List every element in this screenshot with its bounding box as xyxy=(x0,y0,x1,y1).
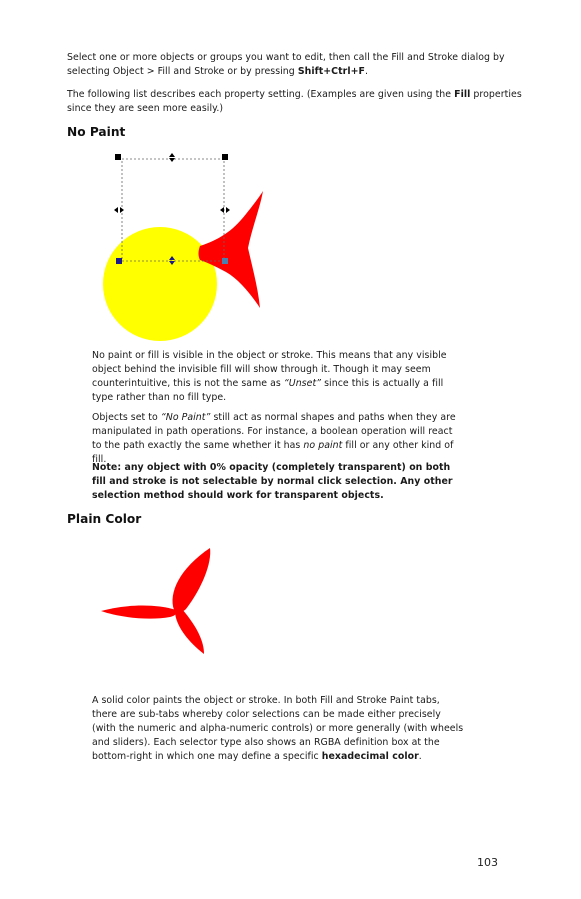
scale-handle-bottom-right xyxy=(222,258,228,264)
intro2-text-end: properties since they are seen more easily.) xyxy=(67,89,522,114)
scale-handle-top-middle xyxy=(169,153,175,162)
plain-color-illustration xyxy=(98,543,223,658)
intro-paragraph-2 xyxy=(67,88,527,116)
unset-emphasis: “Unset” xyxy=(283,378,322,389)
plain-color-text: A solid color paints the object or stroke. In both Fill and Stroke Paint tabs, there are sub-tabs whereby color selections can be made either precisely (with the numeric and alpha-numeric controls) or more generally (with wheels and sliders). Each selector type also shows an RGBA definition box at the bottom-right in which one may define a specific xyxy=(92,695,464,762)
intro-paragraph-1 xyxy=(67,51,527,79)
np2-text-b: still act as normal shapes and paths when they are manipulated in path operations. For instance, a boolean operation will react to the path exactly the same whether it has xyxy=(92,412,456,451)
no-paint-text-end: since this is actually a fill type rather than no fill type. xyxy=(92,378,444,403)
red-propeller xyxy=(101,548,210,654)
fill-bold-text: Fill xyxy=(454,89,471,100)
no-paint-note: Note: any object with 0% opacity (completely transparent) on both fill and stroke is not selectable by normal click selection. Any other selection method should work for transparent objects. xyxy=(92,462,453,501)
no-paint-emphasis: “No Paint” xyxy=(160,412,211,423)
scale-handle-bottom-left xyxy=(116,258,122,264)
no-paint-emphasis-2: no paint xyxy=(303,440,343,451)
scale-handle-right-middle xyxy=(220,207,230,213)
intro-text: Select one or more objects or groups you want to edit, then call the Fill and Stroke dialog by selecting Object > Fill and Stroke or by pressing xyxy=(67,52,505,77)
no-paint-illustration xyxy=(100,148,275,343)
no-paint-paragraph-1 xyxy=(92,349,462,405)
intro2-text: The following list describes each property setting. (Examples are given using the xyxy=(67,89,455,100)
shortcut-text: Shift+Ctrl+F xyxy=(297,66,365,77)
yellow-circle xyxy=(103,227,217,341)
plain-color-paragraph xyxy=(92,694,464,764)
plain-color-text-end: . xyxy=(418,751,422,762)
heading-no-paint: No Paint xyxy=(67,125,126,139)
hex-color-bold: hexadecimal color xyxy=(321,751,419,762)
scale-handle-left-middle xyxy=(114,207,124,213)
heading-plain-color: Plain Color xyxy=(67,512,142,526)
no-paint-paragraph-2 xyxy=(92,411,462,467)
np2-text-c: fill or any other kind of fill. xyxy=(92,440,454,465)
propeller-blade-top xyxy=(173,548,211,613)
propeller-blade-left xyxy=(101,606,177,619)
propeller-blade-bottom xyxy=(175,607,204,654)
np2-text-a: Objects set to xyxy=(92,412,161,423)
scale-handle-top-left xyxy=(115,154,121,160)
page-number: 103 xyxy=(477,856,498,869)
no-paint-text: No paint or fill is visible in the object or stroke. This means that any visible object behind the invisible fill will show through it. Though it may seem counterintuitive, this is not the same as xyxy=(92,350,447,389)
scale-handle-top-right xyxy=(222,154,228,160)
intro-text-end: . xyxy=(364,66,368,77)
